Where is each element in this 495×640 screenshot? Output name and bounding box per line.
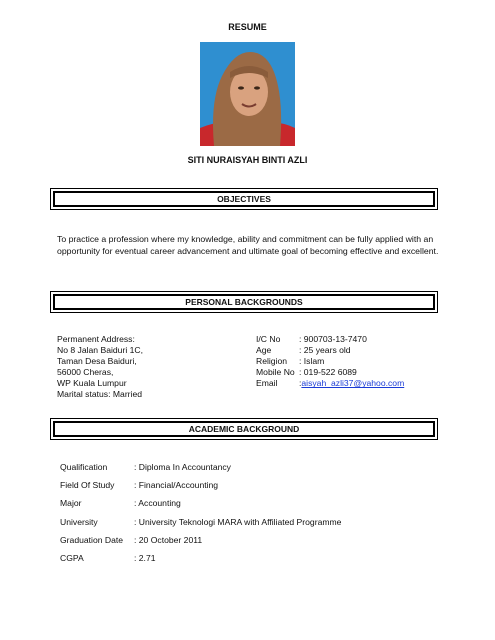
academic-label: University (60, 517, 98, 527)
academic-label: Major (60, 498, 82, 508)
personal-row (256, 356, 404, 367)
personal-label: I/C No (256, 334, 281, 344)
academic-header (50, 418, 438, 440)
address-line: No 8 Jalan Baiduri 1C, (57, 345, 143, 356)
academic-row (60, 462, 231, 472)
address-line: Taman Desa Baiduri, (57, 356, 137, 367)
portrait-image (200, 42, 295, 146)
personal-value: : (299, 378, 302, 389)
objectives-header (50, 188, 438, 210)
academic-row (60, 498, 181, 508)
marital-status: Marital status: Married (57, 389, 143, 400)
objectives-heading: OBJECTIVES (53, 191, 435, 207)
academic-label: CGPA (60, 553, 84, 563)
address-block (57, 334, 143, 401)
personal-value: : Islam (299, 356, 325, 367)
academic-row (60, 553, 156, 563)
academic-row (60, 517, 341, 527)
email-link[interactable]: aisyah_azli37@yahoo.com (301, 378, 405, 389)
academic-row (60, 480, 218, 490)
academic-value: : University Teknologi MARA with Affiliated Programme (134, 517, 342, 527)
personal-info (256, 334, 404, 389)
personal-label: Mobile No (256, 367, 295, 378)
academic-value: : Financial/Accounting (134, 480, 219, 490)
resume-title: RESUME (228, 22, 267, 32)
personal-row (256, 334, 404, 345)
personal-header (50, 291, 438, 313)
address-label: Permanent Address: (57, 334, 135, 344)
personal-label: Age (256, 345, 272, 356)
academic-label: Qualification (60, 462, 108, 472)
candidate-name: SITI NURAISYAH BINTI AZLI (187, 155, 308, 165)
academic-label: Graduation Date (60, 535, 124, 545)
objective-paragraph: To practice a profession where my knowledge, ability and commitment can be fully applied with an opportunity for eventual career advancement and ultimate goal of becoming effective and excellent. (57, 234, 439, 257)
academic-value: : Accounting (134, 498, 181, 508)
academic-value: : Diploma In Accountancy (134, 462, 231, 472)
profile-photo (200, 42, 295, 146)
address-line: 56000 Cheras, (57, 367, 114, 378)
personal-value: : 25 years old (299, 345, 351, 356)
academic-row (60, 535, 202, 545)
personal-label: Email (256, 378, 278, 389)
personal-label: Religion (256, 356, 288, 367)
personal-heading: PERSONAL BACKGROUNDS (53, 294, 435, 310)
academic-value: : 2.71 (134, 553, 156, 563)
academic-label: Field Of Study (60, 480, 115, 490)
personal-value: : 900703-13-7470 (299, 334, 367, 344)
address-line: WP Kuala Lumpur (57, 378, 127, 389)
personal-row (256, 378, 404, 389)
academic-value: : 20 October 2011 (134, 535, 203, 545)
personal-value: : 019-522 6089 (299, 367, 357, 378)
academic-heading: ACADEMIC BACKGROUND (53, 421, 435, 437)
personal-row (256, 345, 404, 356)
personal-row (256, 367, 404, 378)
